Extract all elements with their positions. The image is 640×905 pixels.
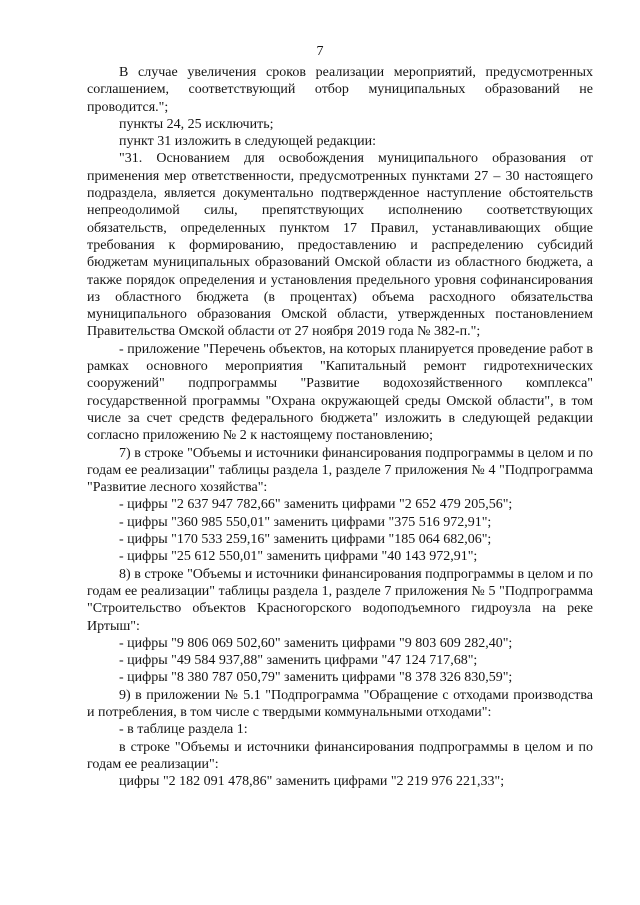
paragraph: - цифры "360 985 550,01" заменить цифрами "375 516 972,91"; — [119, 514, 492, 530]
paragraph: В случае увеличения сроков реализации мероприятий, предусмотренных соглашением, соответствующий отбор муниципальных образований не проводится."; — [87, 65, 593, 115]
paragraph: цифры "2 182 091 478,86" заменить цифрами "2 219 976 221,33"; — [119, 774, 505, 790]
paragraph: - цифры "25 612 550,01" заменить цифрами "40 143 972,91"; — [119, 549, 478, 565]
paragraph: 7) в строке "Объемы и источники финансирования подпрограммы в целом и по годам ее реализации" таблицы раздела 1, разделе 7 приложения № 4 "Подпрограмма "Развитие лесного хозяйства": — [87, 445, 593, 496]
paragraph: пункты 24, 25 исключить; — [119, 116, 274, 132]
paragraph: пункт 31 изложить в следующей редакции: — [119, 134, 376, 150]
paragraph: - цифры "2 637 947 782,66" заменить цифрами "2 652 479 205,56"; — [119, 497, 513, 513]
paragraph: - цифры "49 584 937,88" заменить цифрами "47 124 717,68"; — [119, 653, 478, 669]
paragraph: 8) в строке "Объемы и источники финансирования подпрограммы в целом и по годам ее реализации" таблицы раздела 1, разделе 7 приложения № 5 "Подпрограмма "Строительство объектов Красногорского водоподъемного гидроузла на реке Иртыш": — [87, 566, 593, 634]
paragraph: "31. Основанием для освобождения муниципального образования от применения мер ответственности, предусмотренных пунктами 27 – 30 настоящего подраздела, является документально подтвержденное наступление обстоятельств непреодолимой силы, препятствующих исполнению соответствующих обязательств, определенных пунктом 17 Правил, устанавливающих общие требования к формированию, предоставлению и распределению субсидий бюджетам муниципальных образований Омской области из областного бюджета, а также порядок определения и установления предельного уровня софинансирования из областного бюджета (в процентах) объема расходного обязательства муниципального образования Омской области, утвержденных постановлением Правительства Омской области от 27 ноября 2019 года № 382-п."; — [87, 151, 593, 340]
paragraph: - приложение "Перечень объектов, на которых планируется проведение работ в рамках основного мероприятия "Капитальный ремонт гидротехнических сооружений" подпрограммы "Развитие водохозяйственного комплекса" государственной программы "Охрана окружающей среды Омской области", в том числе за счет средств федерального бюджета" изложить в следующей редакции согласно приложению № 2 к настоящему постановлению; — [87, 341, 593, 444]
paragraph: - цифры "8 380 787 050,79" заменить цифрами "8 378 326 830,59"; — [119, 670, 513, 686]
paragraph: - в таблице раздела 1: — [119, 722, 248, 738]
paragraph: - цифры "170 533 259,16" заменить цифрами "185 064 682,06"; — [119, 532, 492, 548]
page-number: 7 — [316, 44, 324, 59]
paragraph: в строке "Объемы и источники финансирования подпрограммы в целом и по годам ее реализации": — [87, 739, 593, 772]
paragraph: 9) в приложении № 5.1 "Подпрограмма "Обращение с отходами производства и потребления, в том числе с твердыми коммунальными отходами": — [87, 687, 593, 720]
paragraph: - цифры "9 806 069 502,60" заменить цифрами "9 803 609 282,40"; — [119, 635, 513, 651]
document-body — [87, 64, 593, 790]
